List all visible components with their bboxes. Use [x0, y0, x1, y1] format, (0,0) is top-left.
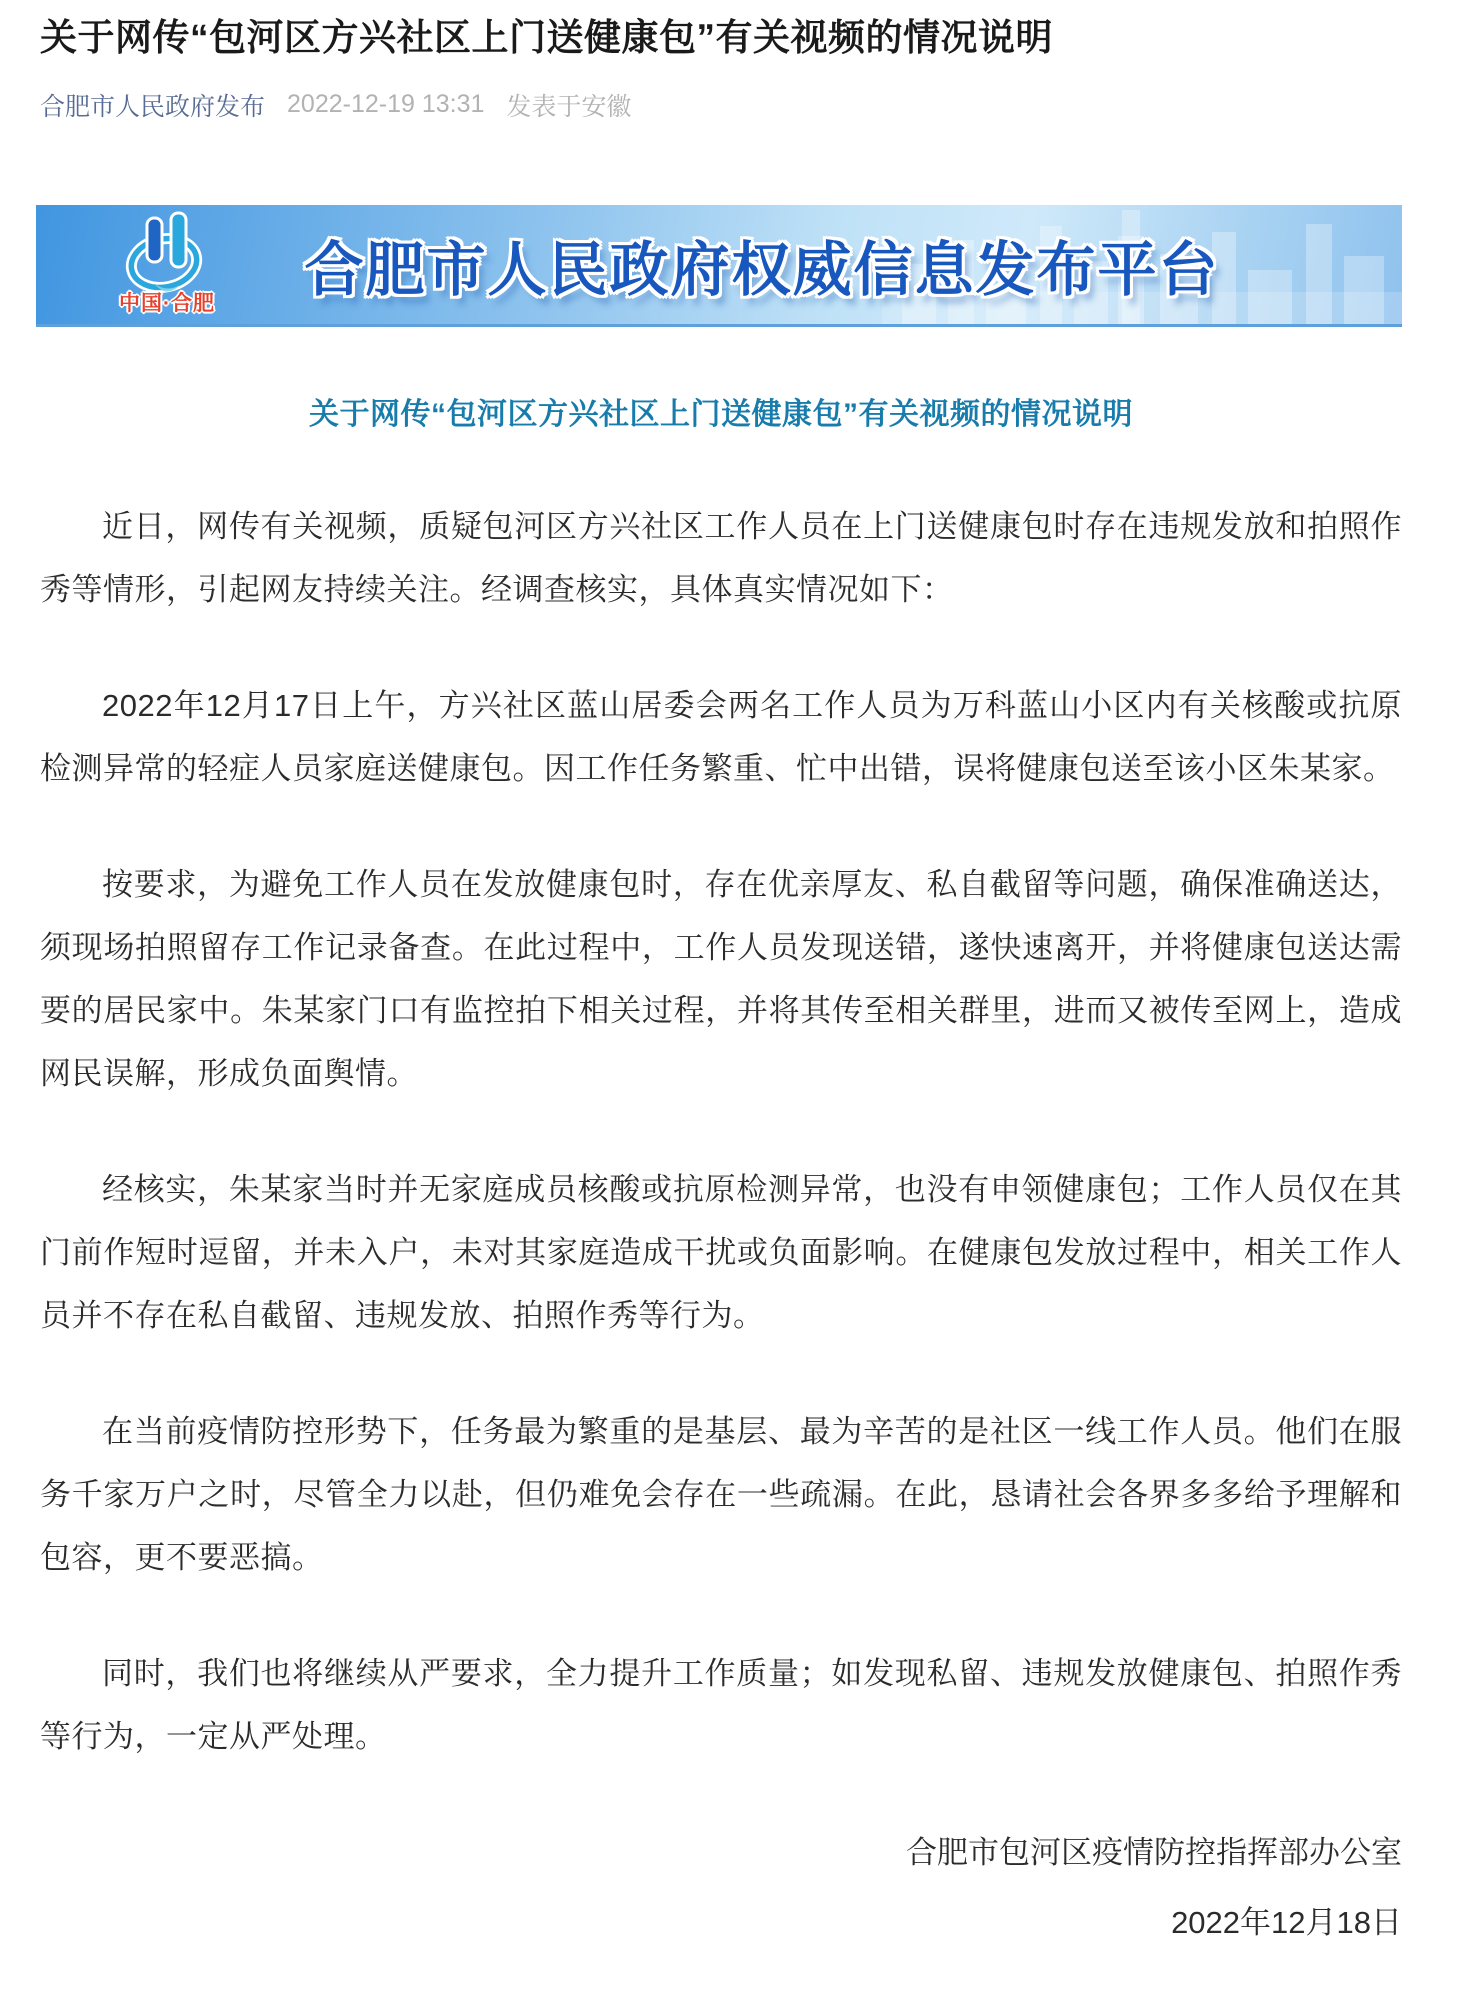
- signature-office: 合肥市包河区疫情防控指挥部办公室: [906, 1834, 1402, 1870]
- hefei-logo-icon: [124, 211, 210, 295]
- body-paragraph: 在当前疫情防控形势下，任务最为繁重的是基层、最为辛苦的是社区一线工作人员。他们在服务千家万户之时，尽管全力以赴，但仍难免会存在一些疏漏。在此，恳请社会各界多多给予理解和包容，更不要恶搞。: [40, 1413, 1402, 1575]
- hefei-logo-label: 中国·合肥: [119, 292, 215, 316]
- document-subtitle: 关于网传“包河区方兴社区上门送健康包”有关视频的情况说明: [309, 397, 1133, 431]
- article-title: 关于网传“包河区方兴社区上门送健康包”有关视频的情况说明: [40, 17, 1053, 58]
- publish-location: 发表于安徽: [506, 92, 632, 121]
- banner-image[interactable]: [36, 205, 1402, 327]
- author-link[interactable]: 合肥市人民政府发布: [40, 92, 266, 121]
- banner-title: 合肥市人民政府权威信息发布平台: [304, 236, 1220, 303]
- signature-block: [40, 1821, 1402, 1954]
- body-paragraph: 按要求，为避免工作人员在发放健康包时，存在优亲厚友、私自截留等问题，确保准确送达，须现场拍照留存工作记录备查。在此过程中，工作人员发现送错，遂快速离开，并将健康包送达需要的居民家中。朱某家门口有监控拍下相关过程，并将其传至相关群里，进而又被传至网上，造成网民误解，形成负面舆情。: [40, 866, 1402, 1091]
- article-body: [40, 495, 1402, 1768]
- body-paragraph: 2022年12月17日上午，方兴社区蓝山居委会两名工作人员为万科蓝山小区内有关核酸或抗原检测异常的轻症人员家庭送健康包。因工作任务繁重、忙中出错，误将健康包送至该小区朱某家。: [40, 687, 1403, 786]
- signature-date: 2022年12月18日: [1171, 1904, 1402, 1940]
- byline: [40, 87, 1402, 123]
- hefei-logo: [92, 211, 242, 317]
- body-paragraph: 经核实，朱某家当时并无家庭成员核酸或抗原检测异常，也没有申领健康包；工作人员仅在其门前作短时逗留，并未入户，未对其家庭造成干扰或负面影响。在健康包发放过程中，相关工作人员并不存在私自截留、违规发放、拍照作秀等行为。: [40, 1171, 1402, 1333]
- body-paragraph: 近日，网传有关视频，质疑包河区方兴社区工作人员在上门送健康包时存在违规发放和拍照作秀等情形，引起网友持续关注。经调查核实，具体真实情况如下：: [40, 508, 1402, 607]
- publish-timestamp: 2022-12-19 13:31: [287, 90, 485, 119]
- body-paragraph: 同时，我们也将继续从严要求，全力提升工作质量；如发现私留、违规发放健康包、拍照作秀等行为，一定从严处理。: [40, 1655, 1402, 1754]
